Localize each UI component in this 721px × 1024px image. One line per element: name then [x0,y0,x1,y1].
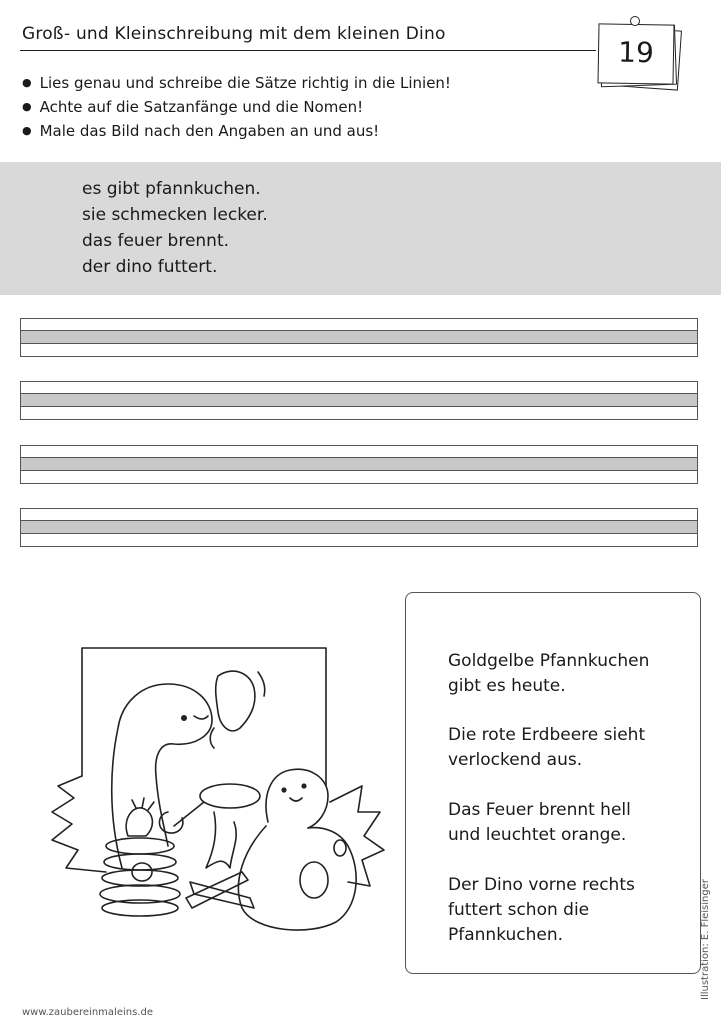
instruction-item: ● Male das Bild nach den Angaben an und aus! [22,120,451,144]
page-number: 19 [617,35,655,70]
instruction-list [22,72,451,144]
writing-lines-4[interactable] [20,508,698,547]
writing-midband [21,393,697,407]
writing-lines-1[interactable] [20,318,698,357]
coloring-instructions-box [405,592,701,974]
text-line: futtert schon die [448,900,590,920]
sentence: sie schmecken lecker. [82,205,268,225]
text-line: Goldgelbe Pfannkuchen [448,651,650,671]
text-line: Pfannkuchen. [448,925,564,945]
text-line: Der Dino vorne rechts [448,875,635,895]
sentence: das feuer brennt. [82,231,230,251]
coloring-paragraph [448,723,645,773]
sentence: der dino futtert. [82,257,218,277]
coloring-paragraph [448,798,631,848]
coloring-paragraph [448,873,635,948]
page-title: Groß- und Kleinschreibung mit dem kleinen Dino [22,24,446,44]
sentence: es gibt pfannkuchen. [82,179,261,199]
page-number-notecard [592,14,696,94]
instruction-item: ● Lies genau und schreibe die Sätze richtig in die Linien! [22,72,451,96]
title-underline [20,50,596,51]
instruction-item: ● Achte auf die Satzanfänge und die Nomen! [22,96,451,120]
text-line: und leuchtet orange. [448,825,627,845]
writing-midband [21,330,697,344]
text-line: Das Feuer brennt hell [448,800,631,820]
writing-midband [21,457,697,471]
text-line: verlockend aus. [448,750,583,770]
dino-pancake-illustration [18,636,390,936]
text-line: gibt es heute. [448,676,566,696]
illustration-credit: Illustration: E. Fleisinger [700,879,711,1000]
text-line: Die rote Erdbeere sieht [448,725,646,745]
writing-midband [21,520,697,534]
writing-lines-3[interactable] [20,445,698,484]
writing-lines-2[interactable] [20,381,698,420]
sentence-list [82,176,268,280]
coloring-paragraph [448,649,649,699]
footer-url: www.zaubereinmaleins.de [22,1007,153,1018]
